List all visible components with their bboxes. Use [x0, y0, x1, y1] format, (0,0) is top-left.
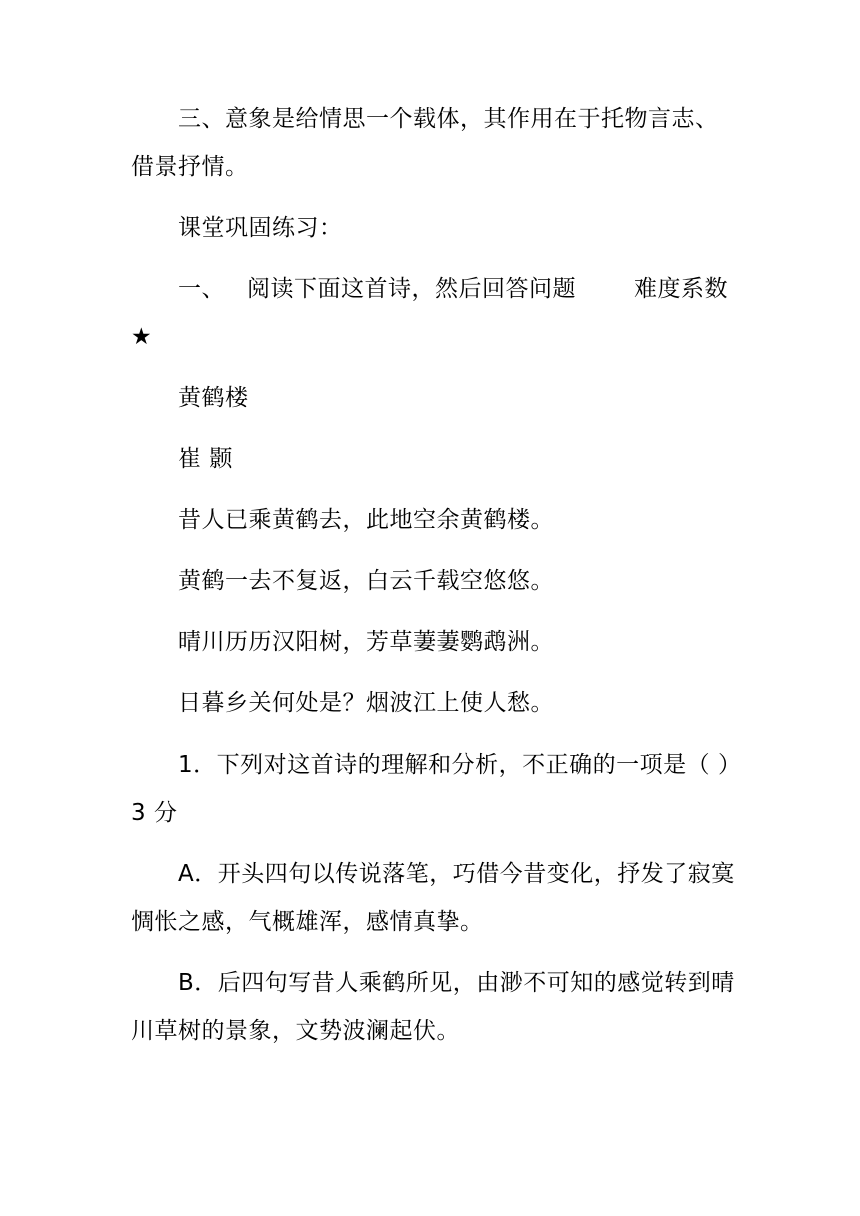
difficulty-stars: ★: [131, 324, 153, 350]
option-a-line-1: A．开头四句以传说落笔，巧借今昔变化，抒发了寂寞: [178, 861, 735, 887]
question1-score: 3 分: [131, 800, 178, 826]
intro-line-1: 三、意象是给情思一个载体，其作用在于托物言志、: [178, 106, 719, 132]
poem-line: 日暮乡关何处是？烟波江上使人愁。: [178, 690, 554, 716]
option-b-line-1: B．后四句写昔人乘鹤所见，由渺不可知的感觉转到晴: [178, 970, 735, 996]
intro-line-2: 借景抒情。: [131, 154, 249, 180]
poem-line: 黄鹤一去不复返，白云千载空悠悠。: [178, 568, 554, 594]
poem-line: 昔人已乘黄鹤去，此地空余黄鹤楼。: [178, 507, 554, 533]
poem-line: 晴川历历汉阳树，芳草萋萋鹦鹉洲。: [178, 629, 554, 655]
poem-author: 崔 颢: [178, 446, 233, 472]
question-number: 一、: [178, 276, 225, 302]
question-instruction: 阅读下面这首诗，然后回答问题: [247, 276, 576, 302]
question1-line-1: 1．下列对这首诗的理解和分析，不正确的一项是（ ）: [178, 752, 742, 778]
option-b-line-2: 川草树的景象，文势波澜起伏。: [131, 1018, 460, 1044]
poem-title: 黄鹤楼: [178, 385, 249, 411]
practice-heading: 课堂巩固练习：: [178, 215, 343, 241]
difficulty-label: 难度系数: [634, 276, 728, 302]
option-a-line-2: 惆怅之感，气概雄浑，感情真挚。: [131, 909, 484, 935]
